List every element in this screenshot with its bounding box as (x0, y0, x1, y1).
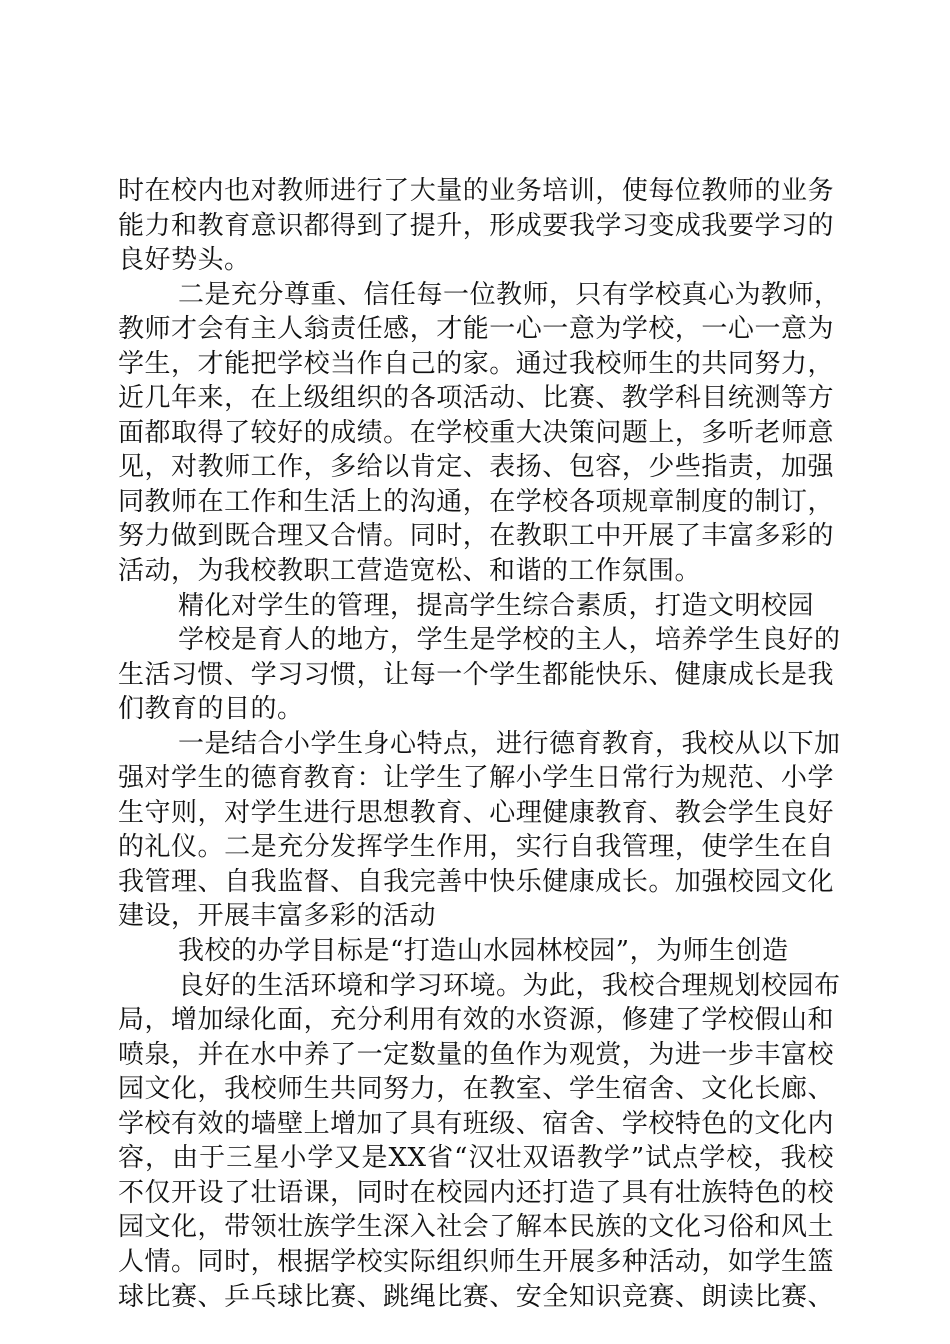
text-line: 不仅开设了壮语课，同时在校园内还打造了具有壮族特色的校 (118, 1177, 834, 1208)
text-line: 一是结合小学生身心特点，进行德育教育，我校从以下加 (178, 728, 841, 759)
text-line: 球比赛、乒乓球比赛、跳绳比赛、安全知识竞赛、朗读比赛、 (118, 1281, 834, 1312)
text-line: 人情。同时，根据学校实际组织师生开展多种活动，如学生篮 (118, 1246, 834, 1277)
text-line: 面都取得了较好的成绩。在学校重大决策问题上，多听老师意 (118, 417, 834, 448)
text-line: 同教师在工作和生活上的沟通，在学校各项规章制度的制订， (118, 486, 834, 517)
text-line: 精化对学生的管理，提高学生综合素质，打造文明校园 (178, 590, 815, 621)
text-line: 我管理、自我监督、自我完善中快乐健康成长。加强校园文化 (118, 866, 834, 897)
body-text (118, 174, 841, 1314)
text-line: 强对学生的德育教育：让学生了解小学生日常行为规范、小学 (118, 763, 834, 794)
text-line: 园文化，我校师生共同努力，在教室、学生宿舍、文化长廊、 (118, 1074, 834, 1105)
text-line: 二是充分尊重、信任每一位教师，只有学校真心为教师， (178, 279, 841, 310)
text-line: 学生，才能把学校当作自己的家。通过我校师生的共同努力， (118, 348, 834, 379)
text-line: 时在校内也对教师进行了大量的业务培训，使每位教师的业务 (118, 176, 834, 206)
text-line: 教师才会有主人翁责任感，才能一心一意为学校，一心一意为 (118, 314, 834, 345)
text-line: 园文化，带领壮族学生深入社会了解本民族的文化习俗和风土 (118, 1212, 834, 1243)
text-line: 见，对教师工作，多给以肯定、表扬、包容，少些指责，加强 (118, 452, 834, 483)
text-line: 学校有效的墙壁上增加了具有班级、宿舍、学校特色的文化内 (118, 1108, 834, 1139)
text-line: 们教育的目的。 (118, 694, 304, 725)
text-line: 我校的办学目标是“打造山水园林校园”，为师生创造 (178, 936, 789, 967)
text-line: 喷泉，并在水中养了一定数量的鱼作为观赏，为进一步丰富校 (118, 1039, 834, 1070)
text-line: 生守则，对学生进行思想教育、心理健康教育、教会学生良好 (118, 797, 834, 828)
text-line: 学校是育人的地方，学生是学校的主人，培养学生良好的 (178, 625, 841, 656)
text-line: 活动，为我校教职工营造宽松、和谐的工作氛围。 (118, 556, 702, 587)
text-line: 能力和教育意识都得到了提升，形成要我学习变成我要学习的 (118, 210, 834, 241)
text-line: 的礼仪。二是充分发挥学生作用，实行自我管理，使学生在自 (118, 832, 834, 863)
text-line: 努力做到既合理又合情。同时，在教职工中开展了丰富多彩的 (118, 521, 834, 552)
text-line: 局，增加绿化面，充分利用有效的水资源，修建了学校假山和 (118, 1005, 834, 1036)
text-line: 良好的生活环境和学习环境。为此，我校合理规划校园布 (178, 970, 841, 1001)
text-line: 近几年来，在上级组织的各项活动、比赛、教学科目统测等方 (118, 383, 834, 414)
text-line: 容，由于三星小学又是XX省“汉壮双语教学”试点学校，我校 (118, 1143, 834, 1174)
text-line: 良好势头。 (118, 245, 251, 276)
text-line: 生活习惯、学习习惯，让每一个学生都能快乐、健康成长是我 (118, 659, 834, 690)
text-line: 建设，开展丰富多彩的活动 (118, 901, 437, 932)
